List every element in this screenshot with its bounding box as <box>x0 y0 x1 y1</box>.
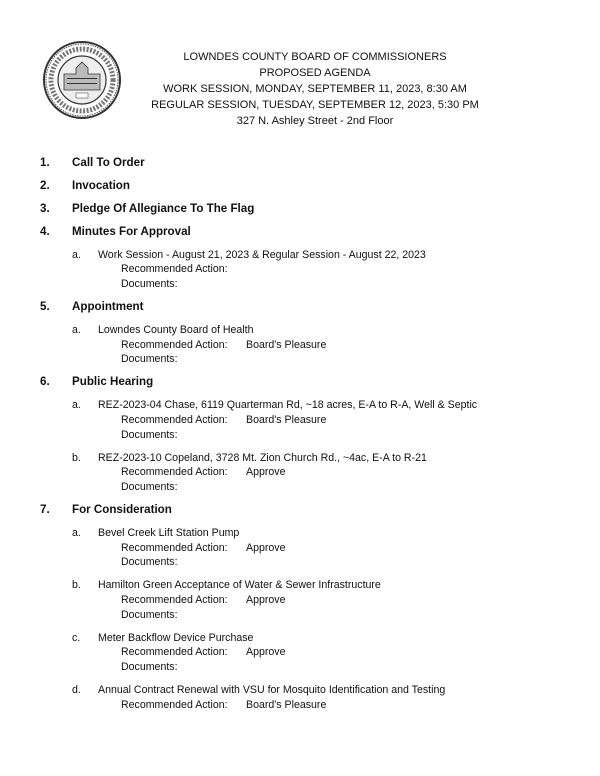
recommended-action-value: Approve <box>246 646 286 659</box>
recommended-action-value: Approve <box>246 593 286 606</box>
item-title: Bevel Creek Lift Station Pump <box>98 526 240 539</box>
documents-line <box>0 555 600 570</box>
header-line: REGULAR SESSION, TUESDAY, SEPTEMBER 12, 2023, 5:30 PM <box>151 99 479 111</box>
agenda-item <box>0 398 600 442</box>
section-title: For Consideration <box>72 502 172 516</box>
section-title: Invocation <box>72 178 130 192</box>
section-number: 6. <box>40 375 50 389</box>
documents-label: Documents: <box>121 556 178 569</box>
documents-line <box>0 428 600 443</box>
header-line: LOWNDES COUNTY BOARD OF COMMISSIONERS <box>183 51 447 63</box>
recommended-action-line <box>0 338 600 353</box>
section-title: Call To Order <box>72 155 145 169</box>
agenda-item <box>0 631 600 675</box>
agenda-item <box>0 526 600 570</box>
agenda-section <box>0 202 600 217</box>
section-number: 1. <box>40 155 50 169</box>
section-heading <box>0 503 600 518</box>
recommended-action-line <box>0 593 600 608</box>
item-line <box>0 398 600 413</box>
section-number: 7. <box>40 502 50 516</box>
header-line: 327 N. Ashley Street - 2nd Floor <box>236 115 394 127</box>
recommended-action-label: Recommended Action: <box>121 263 228 276</box>
item-line <box>0 248 600 263</box>
recommended-action-line <box>0 645 600 660</box>
agenda-item <box>0 248 600 292</box>
item-letter: b. <box>72 579 81 592</box>
documents-label: Documents: <box>121 661 178 674</box>
documents-label: Documents: <box>121 608 178 621</box>
item-title: Hamilton Green Acceptance of Water & Sewer Infrastructure <box>98 579 381 592</box>
section-title: Minutes For Approval <box>72 224 191 238</box>
section-number: 2. <box>40 178 50 192</box>
item-line <box>0 578 600 593</box>
recommended-action-label: Recommended Action: <box>121 413 228 426</box>
section-number: 4. <box>40 224 50 238</box>
agenda-section <box>0 300 600 367</box>
agenda-section <box>0 375 600 494</box>
recommended-action-value: Board's Pleasure <box>246 698 327 711</box>
item-letter: a. <box>72 399 81 412</box>
agenda-section <box>0 156 600 171</box>
item-letter: b. <box>72 451 81 464</box>
section-heading <box>0 300 600 315</box>
agenda-item <box>0 323 600 367</box>
documents-label: Documents: <box>121 277 178 290</box>
agenda-section <box>0 225 600 292</box>
section-number: 5. <box>40 299 50 313</box>
recommended-action-label: Recommended Action: <box>121 646 228 659</box>
item-letter: c. <box>72 631 81 644</box>
section-heading <box>0 202 600 217</box>
agenda-section <box>0 179 600 194</box>
documents-label: Documents: <box>121 353 178 366</box>
recommended-action-value: Approve <box>246 466 286 479</box>
agenda-item <box>0 451 600 495</box>
header-line: PROPOSED AGENDA <box>259 67 371 79</box>
item-line <box>0 323 600 338</box>
recommended-action-label: Recommended Action: <box>121 338 228 351</box>
documents-label: Documents: <box>121 480 178 493</box>
item-title: Lowndes County Board of Health <box>98 323 254 336</box>
item-title: REZ-2023-10 Copeland, 3728 Mt. Zion Church Rd., ~4ac, E-A to R-21 <box>98 451 427 464</box>
item-title: REZ-2023-04 Chase, 6119 Quarterman Rd, ~18 acres, E-A to R-A, Well & Septic <box>98 399 478 412</box>
recommended-action-value: Board's Pleasure <box>246 413 327 426</box>
agenda-item <box>0 683 600 712</box>
section-heading <box>0 179 600 194</box>
recommended-action-line <box>0 698 600 713</box>
item-letter: d. <box>72 684 81 696</box>
section-title: Appointment <box>72 299 144 313</box>
recommended-action-label: Recommended Action: <box>121 593 228 606</box>
recommended-action-line <box>0 541 600 556</box>
item-letter: a. <box>72 248 81 261</box>
recommended-action-line <box>0 262 600 277</box>
header-line: WORK SESSION, MONDAY, SEPTEMBER 11, 2023, 8:30 AM <box>163 83 467 95</box>
item-title: Work Session - August 21, 2023 & Regular Session - August 22, 2023 <box>98 248 426 261</box>
recommended-action-label: Recommended Action: <box>121 541 228 554</box>
item-line <box>0 451 600 466</box>
section-heading <box>0 225 600 240</box>
agenda-section <box>0 503 600 712</box>
item-line <box>0 631 600 646</box>
recommended-action-line <box>0 465 600 480</box>
item-title: Meter Backflow Device Purchase <box>98 631 254 644</box>
item-line <box>0 526 600 541</box>
recommended-action-label: Recommended Action: <box>121 698 228 711</box>
section-number: 3. <box>40 201 50 215</box>
documents-line <box>0 608 600 623</box>
item-letter: a. <box>72 526 81 539</box>
section-heading <box>0 156 600 171</box>
county-seal-logo <box>42 40 122 120</box>
item-line <box>0 683 600 698</box>
section-heading <box>0 375 600 390</box>
section-title: Pledge Of Allegiance To The Flag <box>72 201 255 215</box>
recommended-action-value: Approve <box>246 541 286 554</box>
documents-line <box>0 277 600 292</box>
documents-label: Documents: <box>121 428 178 441</box>
item-title: Annual Contract Renewal with VSU for Mosquito Identification and Testing <box>98 684 446 696</box>
recommended-action-line <box>0 413 600 428</box>
item-letter: a. <box>72 323 81 336</box>
documents-line <box>0 660 600 675</box>
agenda-header <box>130 49 500 129</box>
documents-line <box>0 480 600 495</box>
recommended-action-label: Recommended Action: <box>121 466 228 479</box>
agenda-item <box>0 578 600 622</box>
section-title: Public Hearing <box>72 375 154 389</box>
agenda-list <box>0 147 600 712</box>
recommended-action-value: Board's Pleasure <box>246 338 327 351</box>
documents-line <box>0 352 600 367</box>
